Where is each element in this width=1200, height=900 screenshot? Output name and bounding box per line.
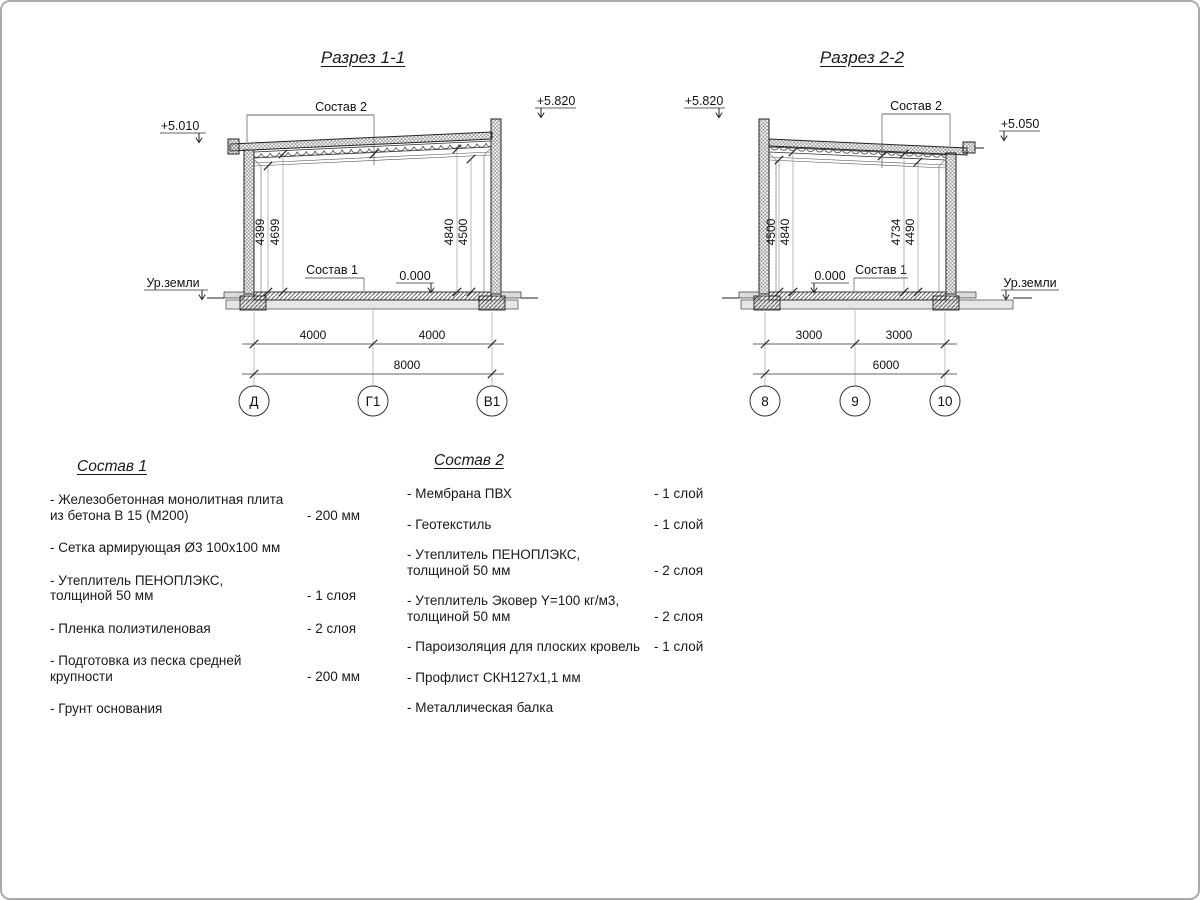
section2-floor-label: Состав 1 <box>855 263 907 277</box>
section2-structure <box>722 119 1032 310</box>
section2-dim-right-1: 4734 <box>889 218 903 246</box>
item-qty: - 200 мм <box>307 507 361 523</box>
item-text: толщиной 50 мм <box>407 562 511 578</box>
section1-dim-right-1: 4840 <box>442 218 456 246</box>
section2-axis-1: 8 <box>761 394 769 409</box>
item-qty: - 1 слоя <box>307 588 357 603</box>
list-item <box>50 573 395 604</box>
legend1-title: Состав 1 <box>77 458 147 475</box>
section1-axis-2: Г1 <box>365 394 381 409</box>
list-item <box>407 517 752 533</box>
list-item <box>407 639 752 655</box>
item-qty: - 200 мм <box>307 668 361 684</box>
section2-dim-right-2: 4490 <box>903 218 917 246</box>
list-item <box>407 593 752 624</box>
list-item <box>50 621 395 637</box>
list-item <box>407 670 752 686</box>
section2-dim-left-2: 4840 <box>778 218 792 246</box>
item-text: крупности <box>50 668 113 684</box>
item-text: - Подготовка из песка средней <box>50 653 242 668</box>
section1-axis-3: В1 <box>483 394 501 409</box>
section2-title: Разрез 2-2 <box>819 48 905 67</box>
item-text: - Утеплитель Эковер Y=100 кг/м3, <box>407 593 620 608</box>
list-item <box>50 701 395 717</box>
section1-structure <box>207 119 538 310</box>
item-text: толщиной 50 мм <box>50 588 154 603</box>
list-item <box>50 653 395 684</box>
list-item <box>50 492 395 523</box>
section2-elev-right: +5.050 <box>1000 117 1040 131</box>
list-item <box>407 700 752 716</box>
section2-total-dim: 6000 <box>872 358 900 372</box>
item-text: - Пароизоляция для плоских кровель <box>407 639 641 654</box>
section2-zero-mark: 0.000 <box>814 269 846 283</box>
item-text: - Грунт основания <box>50 701 163 716</box>
section1-axis-1: Д <box>249 394 259 409</box>
list-item <box>50 540 395 556</box>
item-text: - Утеплитель ПЕНОПЛЭКС, <box>407 547 581 562</box>
section1-total-dim: 8000 <box>393 358 421 372</box>
item-qty: - 2 слоя <box>654 562 704 578</box>
item-text: - Железобетонная монолитная плита <box>50 492 284 507</box>
item-qty: - 1 слой <box>654 639 704 654</box>
section2-ground-label: Ур.земли <box>1003 276 1057 290</box>
item-qty: - 1 слой <box>654 516 704 532</box>
list-item <box>407 486 752 502</box>
item-text: из бетона В 15 (М200) <box>50 507 189 523</box>
item-qty: - 2 слоя <box>307 620 357 636</box>
section2-annotations <box>684 94 1059 416</box>
item-text: - Геотекстиль <box>407 516 492 532</box>
item-qty: - 1 слой <box>654 486 704 501</box>
item-text: - Утеплитель ПЕНОПЛЭКС, <box>50 572 224 588</box>
section2-dim-left-1: 4500 <box>764 218 778 246</box>
section2-span-dim-2: 3000 <box>885 328 913 342</box>
section1-dim-left-1: 4399 <box>253 218 267 246</box>
item-text: - Мембрана ПВХ <box>407 486 512 501</box>
section1-title: Разрез 1-1 <box>320 48 406 67</box>
section1-elev-left: +5.010 <box>160 119 200 133</box>
section1-ground-label: Ур.земли <box>146 276 200 290</box>
section1-roof-label: Состав 2 <box>315 100 367 114</box>
item-text: - Металлическая балка <box>407 700 554 715</box>
section1-span-dim-2: 4000 <box>418 328 446 342</box>
sections-drawing <box>2 2 1200 462</box>
section2-axis-3: 10 <box>937 394 953 409</box>
section1-span-dim-1: 4000 <box>299 328 327 342</box>
section2-roof-label: Состав 2 <box>890 99 942 113</box>
section2-axis-2: 9 <box>851 394 859 409</box>
section1-zero-mark: 0.000 <box>399 269 431 283</box>
item-text: - Профлист СКН127х1,1 мм <box>407 669 581 685</box>
section1-dim-right-2: 4500 <box>456 218 470 246</box>
legend-sostav-2 <box>407 452 752 731</box>
item-text: - Сетка армирующая Ø3 100х100 мм <box>50 540 281 555</box>
item-text: толщиной 50 мм <box>407 608 511 624</box>
section1-floor-label: Состав 1 <box>306 263 358 277</box>
section1-elev-right: +5.820 <box>536 94 576 108</box>
legend-sostav-1 <box>50 458 395 734</box>
section2-span-dim-1: 3000 <box>795 328 823 342</box>
section1-dim-left-2: 4699 <box>268 218 282 246</box>
list-item <box>407 547 752 578</box>
item-qty: - 2 слоя <box>654 608 704 624</box>
item-text: - Пленка полиэтиленовая <box>50 620 211 636</box>
legend2-title: Состав 2 <box>434 452 504 469</box>
section2-elev-left: +5.820 <box>684 94 724 108</box>
